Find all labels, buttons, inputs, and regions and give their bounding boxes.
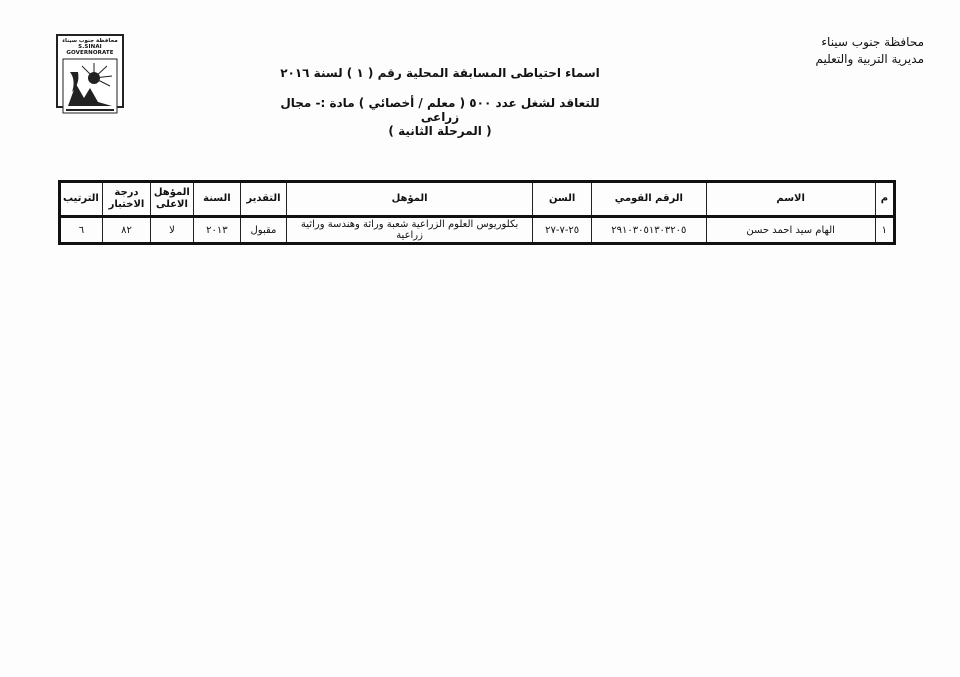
cell-grade: مقبول xyxy=(240,217,286,244)
col-header-rank: الترتيب xyxy=(60,182,103,217)
cell-qualification: بكلوريوس العلوم الزراعية شعبة وراثة وهندسة وراثية زراعية xyxy=(286,217,532,244)
table-header-row xyxy=(60,182,895,217)
document-title-line1: اسماء احتياطى المسابقة المحلية رقم ( ١ ) لسنة ٢٠١٦ xyxy=(280,66,600,80)
col-header-grade: التقدير xyxy=(240,182,286,217)
logo-english-text: S.SINAI GOVERNORATE xyxy=(66,44,114,56)
col-header-national-id: الرقم القومي xyxy=(592,182,707,217)
logo-arabic-text: محافظة جنوب سيناء xyxy=(62,38,118,44)
cell-year: ٢٠١٣ xyxy=(193,217,240,244)
col-header-m: م xyxy=(875,182,894,217)
cell-higher-qual: لا xyxy=(151,217,194,244)
cell-test-score: ٨٢ xyxy=(102,217,150,244)
table-row xyxy=(60,217,895,244)
cell-national-id: ٢٩١٠٣٠٥١٣٠٣٢٠٥ xyxy=(592,217,707,244)
org-governorate-line: محافظة جنوب سيناء xyxy=(821,35,924,49)
col-header-higher-qual: المؤهل الاعلى xyxy=(151,182,194,217)
org-directorate-line: مديرية التربية والتعليم xyxy=(815,52,924,66)
organization-header xyxy=(764,34,924,68)
logo-emblem-icon xyxy=(62,58,118,114)
cell-name: الهام سيد احمد حسن xyxy=(706,217,875,244)
col-header-age: السن xyxy=(533,182,592,217)
candidates-table xyxy=(58,180,896,245)
cell-rank: ٦ xyxy=(60,217,103,244)
col-header-qualification: المؤهل xyxy=(286,182,532,217)
document-title-line3: ( المرحلة الثانية ) xyxy=(388,124,492,138)
col-header-name: الاسم xyxy=(706,182,875,217)
cell-age: ٢٥-٧-٢٧ xyxy=(533,217,592,244)
col-header-test-score: درجة الاختبار xyxy=(102,182,150,217)
col-header-year: السنة xyxy=(193,182,240,217)
document-title-line2: للتعاقد لشغل عدد ٥٠٠ ( معلم / أخصائي ) مادة :- مجال زراعى xyxy=(280,96,600,124)
governorate-logo xyxy=(56,34,124,108)
cell-m: ١ xyxy=(875,217,894,244)
